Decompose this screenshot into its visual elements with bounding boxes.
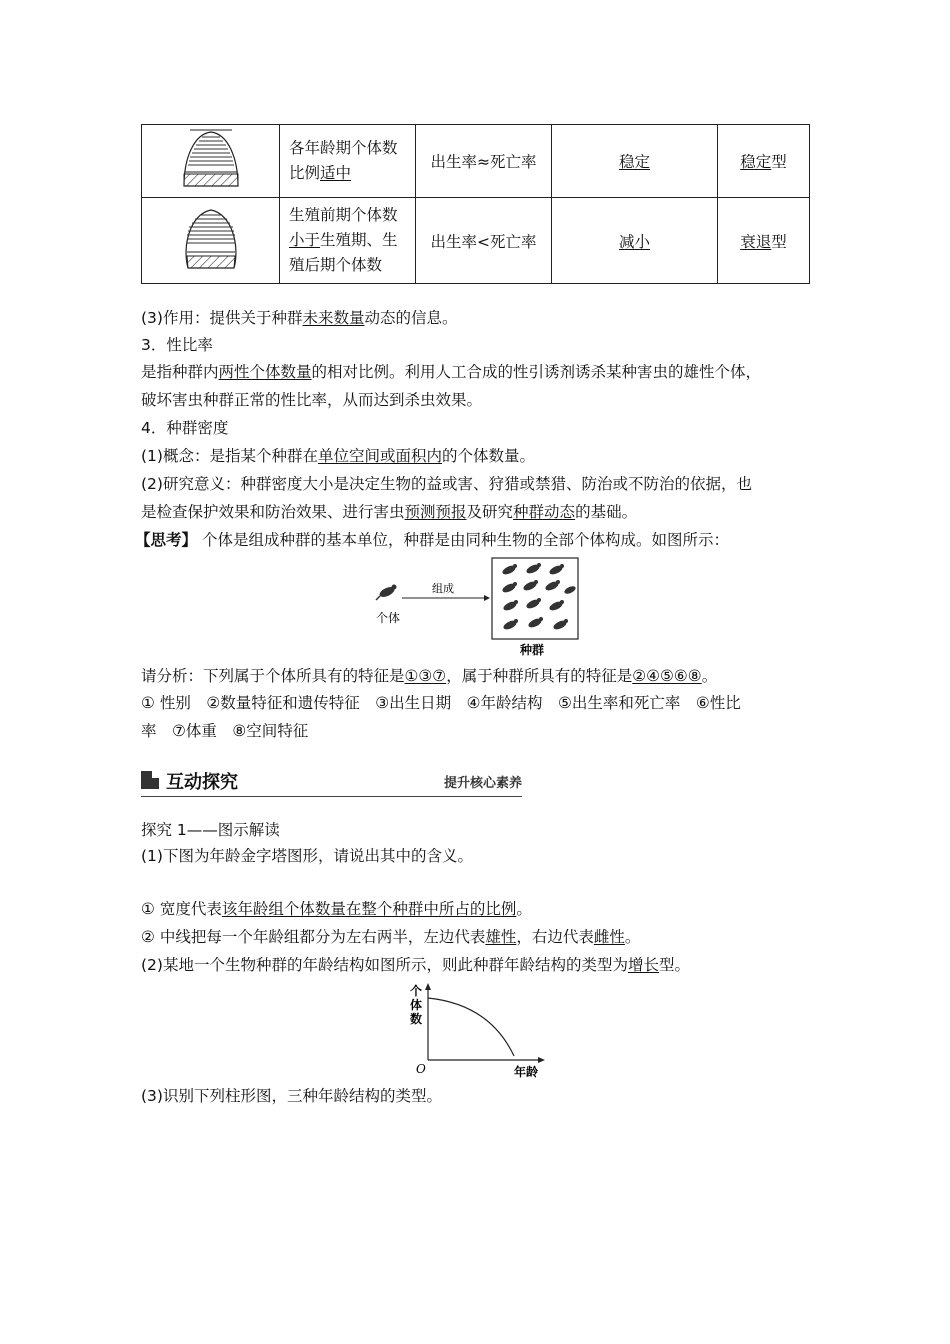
table-row	[142, 125, 810, 198]
population-label: 种群	[520, 643, 545, 656]
explore-title: 探究 1——图示解读	[141, 821, 280, 839]
table-cell-trend: 稳定	[552, 125, 718, 198]
sex-ratio-line-1: 是指种群内两性个体数量的相对比例。利用人工合成的性引诱剂诱杀某种害虫的雄性个体，	[141, 363, 762, 381]
age-structure-table	[141, 124, 810, 284]
graph-origin: O	[416, 1062, 426, 1076]
sex-ratio-line-2: 破坏害虫种群正常的性比率，从而达到杀虫效果。	[141, 391, 483, 409]
arrow-label: 组成	[432, 582, 454, 595]
table-cell-desc: 生殖前期个体数 小于生殖期、生 殖后期个体数	[280, 198, 416, 284]
explore-a1: ① 宽度代表该年龄组个体数量在整个种群中所占的比例。	[141, 900, 532, 918]
explore-q1: (1)下图为年龄金字塔图形，请说出其中的含义。	[141, 847, 473, 865]
table-cell-ratio: 出生率<死亡率	[416, 198, 552, 284]
explore-a2: ② 中线把每一个年龄组都分为左右两半，左边代表雄性，右边代表雌性。	[141, 928, 641, 946]
explore-q3: (3)识别下列柱形图，三种年龄结构的类型。	[141, 1087, 442, 1105]
section-title: 互动探究	[166, 772, 238, 793]
individual-population-diagram	[370, 556, 600, 656]
graph-ylabel-2: 体	[410, 998, 423, 1012]
table-cell-desc: 各年龄期个体数 比例适中	[280, 125, 416, 198]
section-header	[141, 768, 522, 797]
graph-xlabel: 年龄	[514, 1065, 539, 1079]
table-cell-type: 稳定型	[718, 125, 810, 198]
pyramid-declining-icon	[142, 198, 280, 284]
density-meaning-2: 是检查保护效果和防治效果、进行害虫预测预报及研究种群动态的基础。	[141, 503, 638, 521]
explore-q2: (2)某地一个生物种群的年龄结构如图所示，则此种群年龄结构的类型为增长型。	[141, 956, 690, 974]
density-meaning-1: (2)研究意义：种群密度大小是决定生物的益或害、狩猎或禁猎、防治或不防治的依据，也	[141, 475, 752, 493]
pyramid-stable-icon	[142, 125, 280, 198]
heading-sex-ratio: 3．性比率	[141, 336, 213, 354]
options-line-1: ① 性别 ②数量特征和遗传特征 ③出生日期 ④年龄结构 ⑤出生率和死亡率 ⑥性比	[141, 694, 741, 712]
table-cell-type: 衰退型	[718, 198, 810, 284]
graph-ylabel-1: 个	[410, 984, 423, 998]
density-concept: (1)概念：是指某个种群在单位空间或面积内的个体数量。	[141, 447, 535, 465]
analysis-line: 请分析：下列属于个体所具有的特征是①③⑦，属于种群所具有的特征是②④⑤⑥⑧。	[141, 667, 718, 685]
table-cell-ratio: 出生率≈死亡率	[416, 125, 552, 198]
graph-ylabel-3: 数	[410, 1012, 423, 1026]
bird-icon	[376, 585, 397, 601]
section-subtitle: 提升核心素养	[443, 776, 522, 791]
table-row	[142, 198, 810, 284]
heading-density: 4．种群密度	[141, 419, 229, 437]
options-line-2: 率 ⑦体重 ⑧空间特征	[141, 722, 309, 740]
think-line: 【思考】 个体是组成种群的基本单位，种群是由同种生物的全部个体构成。如图所示：	[135, 531, 729, 549]
individual-label: 个体	[376, 611, 401, 625]
age-curve-graph	[372, 980, 552, 1082]
table-cell-trend: 减小	[552, 198, 718, 284]
function-line: (3)作用：提供关于种群未来数量动态的信息。	[141, 309, 458, 327]
section-square-icon	[141, 771, 159, 789]
